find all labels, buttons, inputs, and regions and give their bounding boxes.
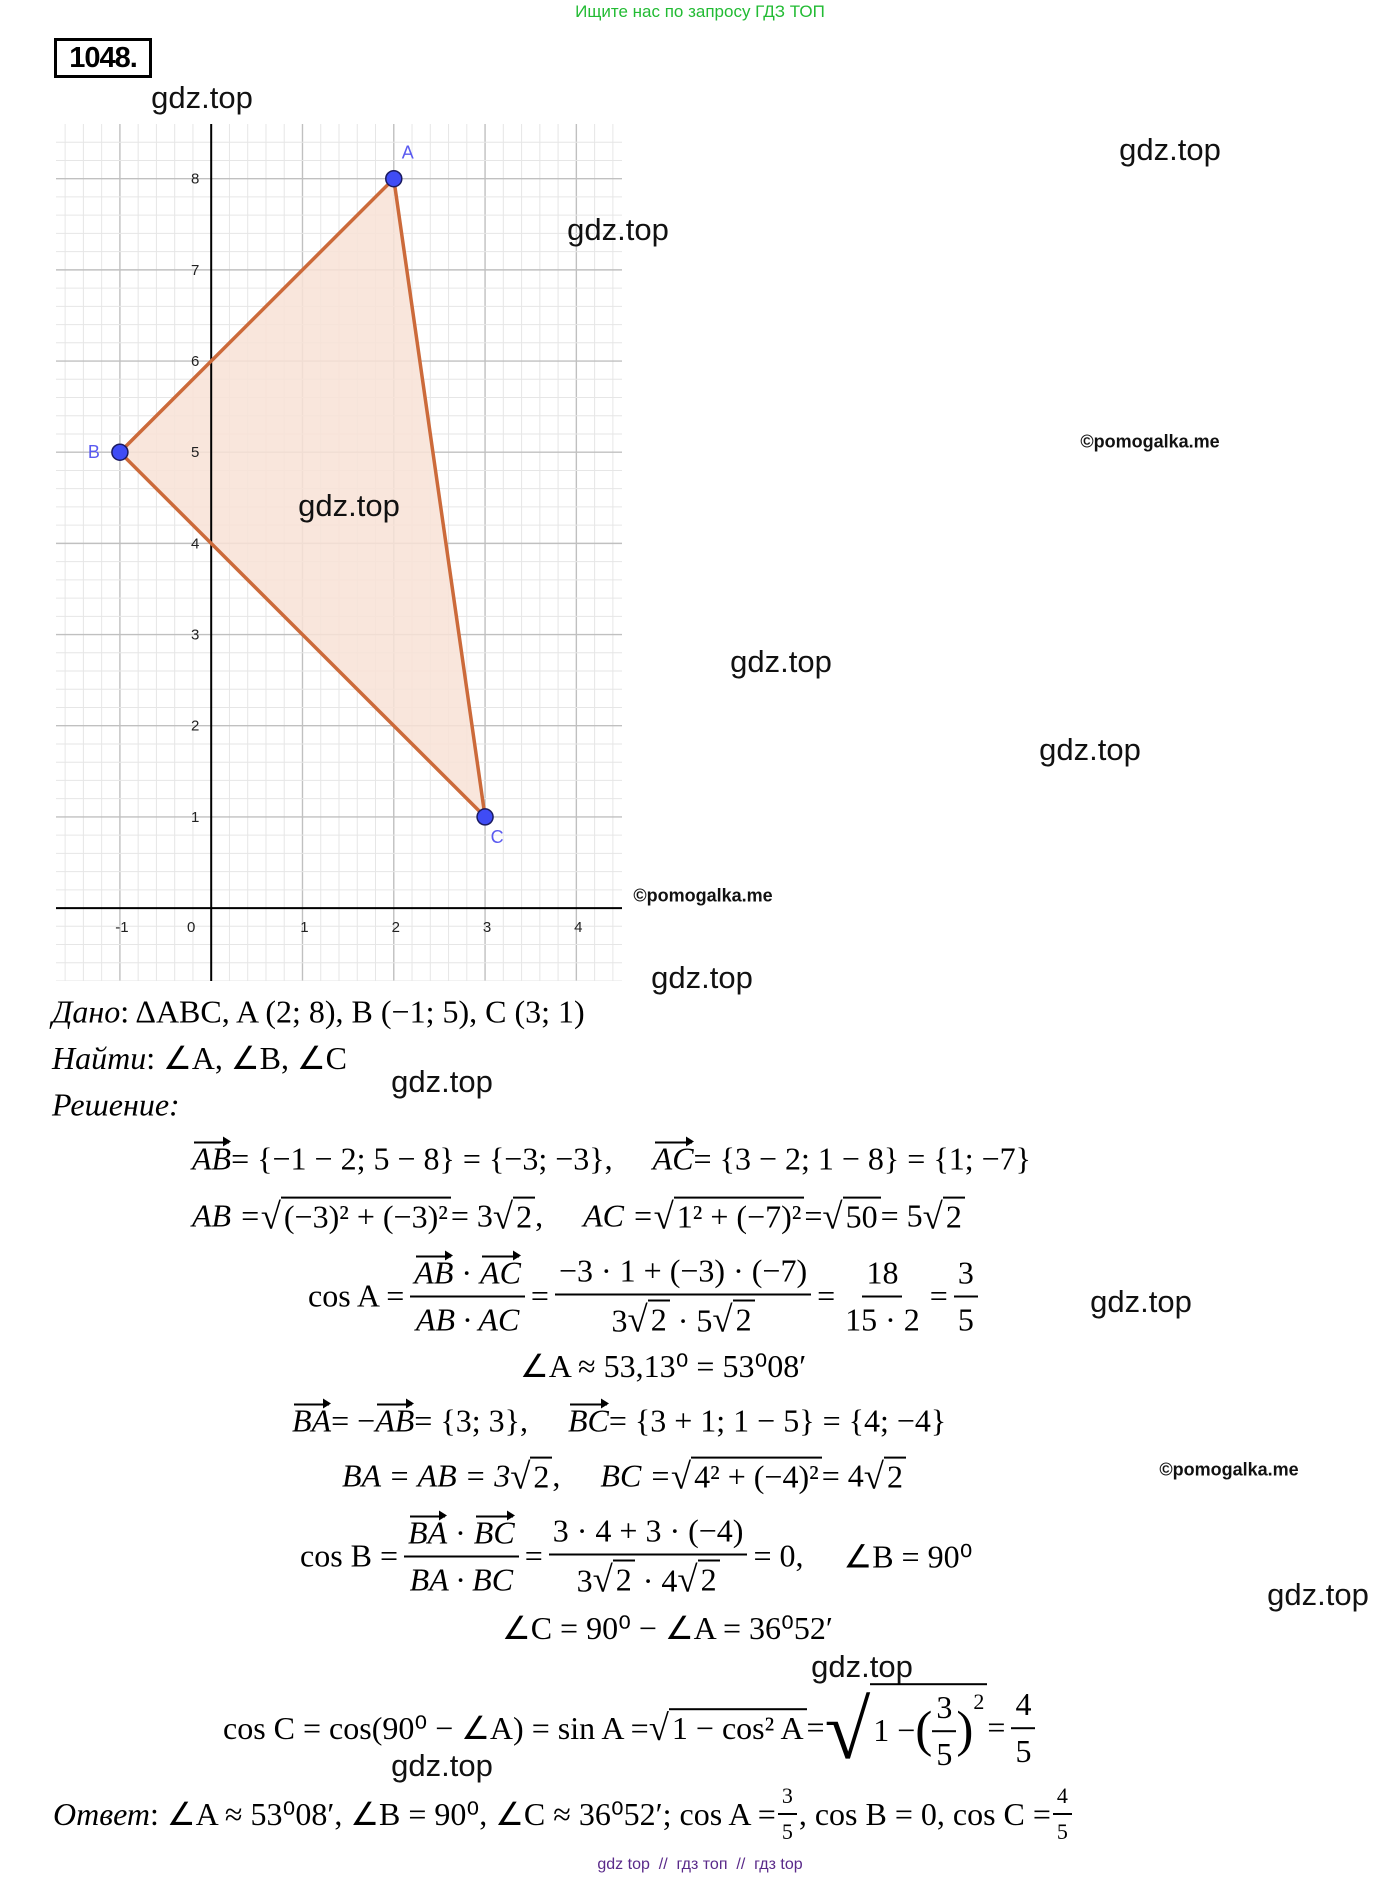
equation-vectors-ba-bc bbox=[292, 1403, 946, 1440]
point-label-b: B bbox=[87, 442, 100, 463]
radicand: (−3)² + (−3)² bbox=[281, 1197, 451, 1236]
eq-text: = {−1 − 2; 5 − 8} = {−3; −3}, bbox=[231, 1140, 613, 1177]
solution-label bbox=[52, 1087, 180, 1124]
eq-text: = {3; 3}, bbox=[414, 1402, 528, 1439]
watermark-pomogalka: ©pomogalka.me bbox=[1080, 431, 1220, 452]
y-tick-label: 8 bbox=[191, 170, 200, 188]
eq-text: ∠C = 90⁰ − ∠A = 36⁰52′ bbox=[502, 1610, 833, 1646]
watermark-gdz: gdz.top bbox=[811, 1649, 913, 1684]
search-hint-banner: Ищите нас по запросу ГДЗ ТОП bbox=[575, 2, 825, 21]
eq-text: = 5 bbox=[880, 1197, 923, 1234]
radicand: 1 − bbox=[873, 1712, 916, 1749]
watermark-gdz: gdz.top bbox=[391, 1748, 493, 1783]
eq-text: = 0, bbox=[753, 1537, 804, 1574]
eq-text: = bbox=[524, 1537, 543, 1574]
point-label-c: C bbox=[490, 826, 504, 847]
equation-cos-b bbox=[300, 1513, 972, 1600]
numerator: 18 bbox=[862, 1254, 902, 1297]
equation-cos-c: cos C = cos(90⁰ − ∠A) = sin A = √ 1 − cos² A = √ 1 − ( $\frac{3}{5}$ ) $^2$ = $\frac{4}{5}$ bbox=[223, 1683, 1041, 1773]
coef: · 5 bbox=[669, 1302, 713, 1339]
solution-heading: Решение: bbox=[52, 1086, 180, 1123]
coef: 3 bbox=[576, 1562, 593, 1599]
vector-ac: AC bbox=[480, 1254, 521, 1290]
numerator: −3 · 1 + (−3) · (−7) bbox=[555, 1253, 811, 1296]
coef: 3 bbox=[611, 1302, 628, 1339]
eq-text: AB = bbox=[192, 1197, 261, 1234]
fraction: −3 · 1 + (−3) · (−7) 3 √ 2 · 5 √ 2 bbox=[555, 1253, 811, 1340]
x-tick-label: -1 bbox=[115, 919, 129, 937]
watermark-gdz: gdz.top bbox=[391, 1064, 493, 1099]
given-text: : ΔABC, A (2; 8), B (−1; 5), C (3; 1) bbox=[120, 993, 585, 1030]
radicand: 2 bbox=[530, 1457, 552, 1496]
equation-angle-c bbox=[502, 1609, 833, 1647]
radicand: 1 − cos² A bbox=[669, 1709, 807, 1748]
fraction bbox=[410, 1254, 525, 1338]
given-line bbox=[52, 994, 585, 1031]
radicand: 2 bbox=[733, 1300, 755, 1339]
radicand: 1² + (−7)² bbox=[674, 1197, 805, 1236]
x-tick-label: 1 bbox=[300, 919, 309, 937]
equation-lengths-ab-ac bbox=[192, 1197, 965, 1236]
point-a bbox=[386, 171, 402, 187]
eq-text: = {3 + 1; 1 − 5} = {4; −4} bbox=[608, 1402, 947, 1439]
given-label: Дано bbox=[52, 993, 121, 1030]
eq-text: = bbox=[817, 1277, 836, 1314]
y-tick-label: 4 bbox=[191, 535, 200, 553]
x-tick-label: 3 bbox=[482, 919, 492, 937]
denominator: BA · BC bbox=[409, 1561, 514, 1597]
watermark-gdz: gdz.top bbox=[1119, 132, 1221, 167]
watermark-gdz: gdz.top bbox=[1267, 1577, 1369, 1612]
radicand: 2 bbox=[884, 1457, 906, 1496]
watermark-pomogalka: ©pomogalka.me bbox=[1159, 1459, 1299, 1480]
eq-text: = bbox=[806, 1709, 825, 1746]
eq-text: = bbox=[987, 1709, 1006, 1746]
denominator: 5 bbox=[957, 1301, 974, 1337]
x-tick-label: 4 bbox=[574, 919, 583, 937]
denominator: AB · AC bbox=[415, 1301, 520, 1337]
eq-text: AC = bbox=[583, 1197, 654, 1234]
numerator: 3 bbox=[778, 1783, 797, 1815]
x-tick-label: 0 bbox=[187, 919, 196, 937]
point-c bbox=[477, 809, 493, 825]
eq-text: cos A = bbox=[308, 1277, 405, 1314]
radicand: 2 bbox=[943, 1197, 965, 1236]
radicand: 2 bbox=[513, 1197, 535, 1236]
eq-text: = bbox=[929, 1277, 948, 1314]
eq-text: ∠B = 90⁰ bbox=[843, 1538, 973, 1574]
y-tick-label: 7 bbox=[191, 261, 200, 279]
vector-ba: BA bbox=[408, 1514, 448, 1550]
numerator: 4 bbox=[1011, 1686, 1035, 1729]
fraction bbox=[1011, 1686, 1035, 1770]
sqrt: √ (−3)² + (−3)² bbox=[261, 1197, 451, 1236]
find-label: Найти bbox=[52, 1039, 147, 1076]
sqrt: √ 1² + (−7)² bbox=[654, 1197, 805, 1236]
answer-text: , cos B = 0, cos C = bbox=[798, 1795, 1051, 1832]
x-tick-label: 2 bbox=[391, 919, 400, 937]
eq-text: = bbox=[804, 1197, 823, 1234]
fraction bbox=[954, 1254, 978, 1338]
sqrt: √ 2 bbox=[493, 1197, 535, 1236]
answer-line bbox=[53, 1783, 1074, 1845]
coordinate-plot bbox=[56, 124, 622, 981]
answer-label: Ответ bbox=[53, 1795, 150, 1832]
watermark-gdz: gdz.top bbox=[730, 644, 832, 679]
radicand: 2 bbox=[698, 1560, 720, 1599]
point-b bbox=[112, 444, 128, 460]
eq-text: , bbox=[552, 1457, 561, 1494]
find-text: : ∠A, ∠B, ∠C bbox=[146, 1040, 347, 1076]
eq-text: cos C = cos(90⁰ − ∠A) = sin A = bbox=[223, 1710, 649, 1746]
radicand: 50 bbox=[843, 1197, 881, 1236]
find-line bbox=[52, 1039, 347, 1077]
sqrt: √ 1 − ( $\frac{3}{5}$ ) $^2$ bbox=[825, 1683, 988, 1773]
coef: · 4 bbox=[634, 1562, 678, 1599]
y-tick-label: 6 bbox=[191, 353, 200, 371]
eq-text: = {3 − 2; 1 − 8} = {1; −7} bbox=[693, 1140, 1031, 1177]
y-tick-label: 5 bbox=[191, 444, 200, 462]
eq-text: , bbox=[535, 1197, 544, 1234]
vector-bc: BC bbox=[473, 1514, 515, 1550]
fraction bbox=[404, 1514, 519, 1598]
eq-text: = bbox=[530, 1277, 549, 1314]
y-tick-label: 3 bbox=[191, 626, 200, 644]
vector-bc: BC bbox=[567, 1402, 609, 1439]
dot: · bbox=[447, 1514, 474, 1550]
equation-cos-a bbox=[308, 1253, 984, 1340]
watermark-gdz: gdz.top bbox=[151, 80, 253, 115]
dot: · bbox=[453, 1254, 481, 1290]
vector-ac: AC bbox=[652, 1140, 694, 1177]
fraction bbox=[841, 1254, 924, 1338]
watermark-gdz: gdz.top bbox=[651, 960, 753, 995]
sqrt: √ 50 bbox=[822, 1197, 880, 1236]
denominator: 5 bbox=[936, 1736, 953, 1772]
numerator: 3 bbox=[954, 1254, 978, 1297]
vector-ab: AB bbox=[414, 1254, 454, 1290]
numerator: 3 bbox=[932, 1689, 956, 1732]
eq-text: BC = bbox=[600, 1457, 671, 1494]
eq-text: cos B = bbox=[300, 1537, 399, 1574]
radicand: 2 bbox=[648, 1300, 670, 1339]
numerator: 4 bbox=[1053, 1783, 1072, 1815]
equation-angle-a bbox=[520, 1347, 806, 1385]
denominator: 5 bbox=[1015, 1733, 1032, 1769]
vector-ab: AB bbox=[375, 1402, 415, 1439]
watermark-pomogalka: ©pomogalka.me bbox=[633, 885, 773, 906]
denominator: 5 bbox=[781, 1819, 793, 1844]
exponent: 2 bbox=[973, 1689, 985, 1715]
eq-text: BA = AB = 3 bbox=[342, 1457, 511, 1494]
radicand: 2 bbox=[613, 1560, 635, 1599]
denominator: 15 · 2 bbox=[845, 1301, 920, 1337]
eq-text: = 3 bbox=[450, 1197, 493, 1234]
answer-text: : ∠A ≈ 53⁰08′, ∠B = 90⁰, ∠C ≈ 36⁰52′; cos A = bbox=[150, 1796, 776, 1832]
watermark-gdz: gdz.top bbox=[567, 212, 669, 247]
denominator: 5 bbox=[1056, 1819, 1068, 1844]
footer-links[interactable]: gdz top // гдз топ // гдз top bbox=[597, 1856, 803, 1873]
numerator: 3 · 4 + 3 · (−4) bbox=[549, 1513, 748, 1556]
point-label-a: A bbox=[401, 142, 414, 163]
watermark-gdz: gdz.top bbox=[1090, 1284, 1192, 1319]
fraction: 3 · 4 + 3 · (−4) 3 √ 2 · 4 √ 2 bbox=[549, 1513, 748, 1600]
watermark-gdz: gdz.top bbox=[1039, 732, 1141, 767]
y-tick-label: 2 bbox=[191, 717, 200, 735]
vector-ba: BA bbox=[292, 1402, 332, 1439]
equation-vectors-ab-ac bbox=[192, 1141, 1031, 1178]
eq-text: = − bbox=[331, 1402, 376, 1439]
watermark-gdz: gdz.top bbox=[298, 488, 400, 523]
problem-number: 1048. bbox=[54, 38, 152, 78]
vector-ab: AB bbox=[192, 1140, 232, 1177]
radicand: 4² + (−4)² bbox=[691, 1457, 822, 1496]
eq-text: = 4 bbox=[821, 1457, 864, 1494]
sqrt: √ 2 bbox=[923, 1197, 965, 1236]
y-tick-label: 1 bbox=[191, 808, 200, 826]
eq-text: ∠A ≈ 53,13⁰ = 53⁰08′ bbox=[520, 1348, 807, 1384]
equation-lengths-ba-bc: BA = AB = 3 √ 2 , BC = √ 4² + (−4)² = 4 √ 2 bbox=[342, 1457, 906, 1496]
